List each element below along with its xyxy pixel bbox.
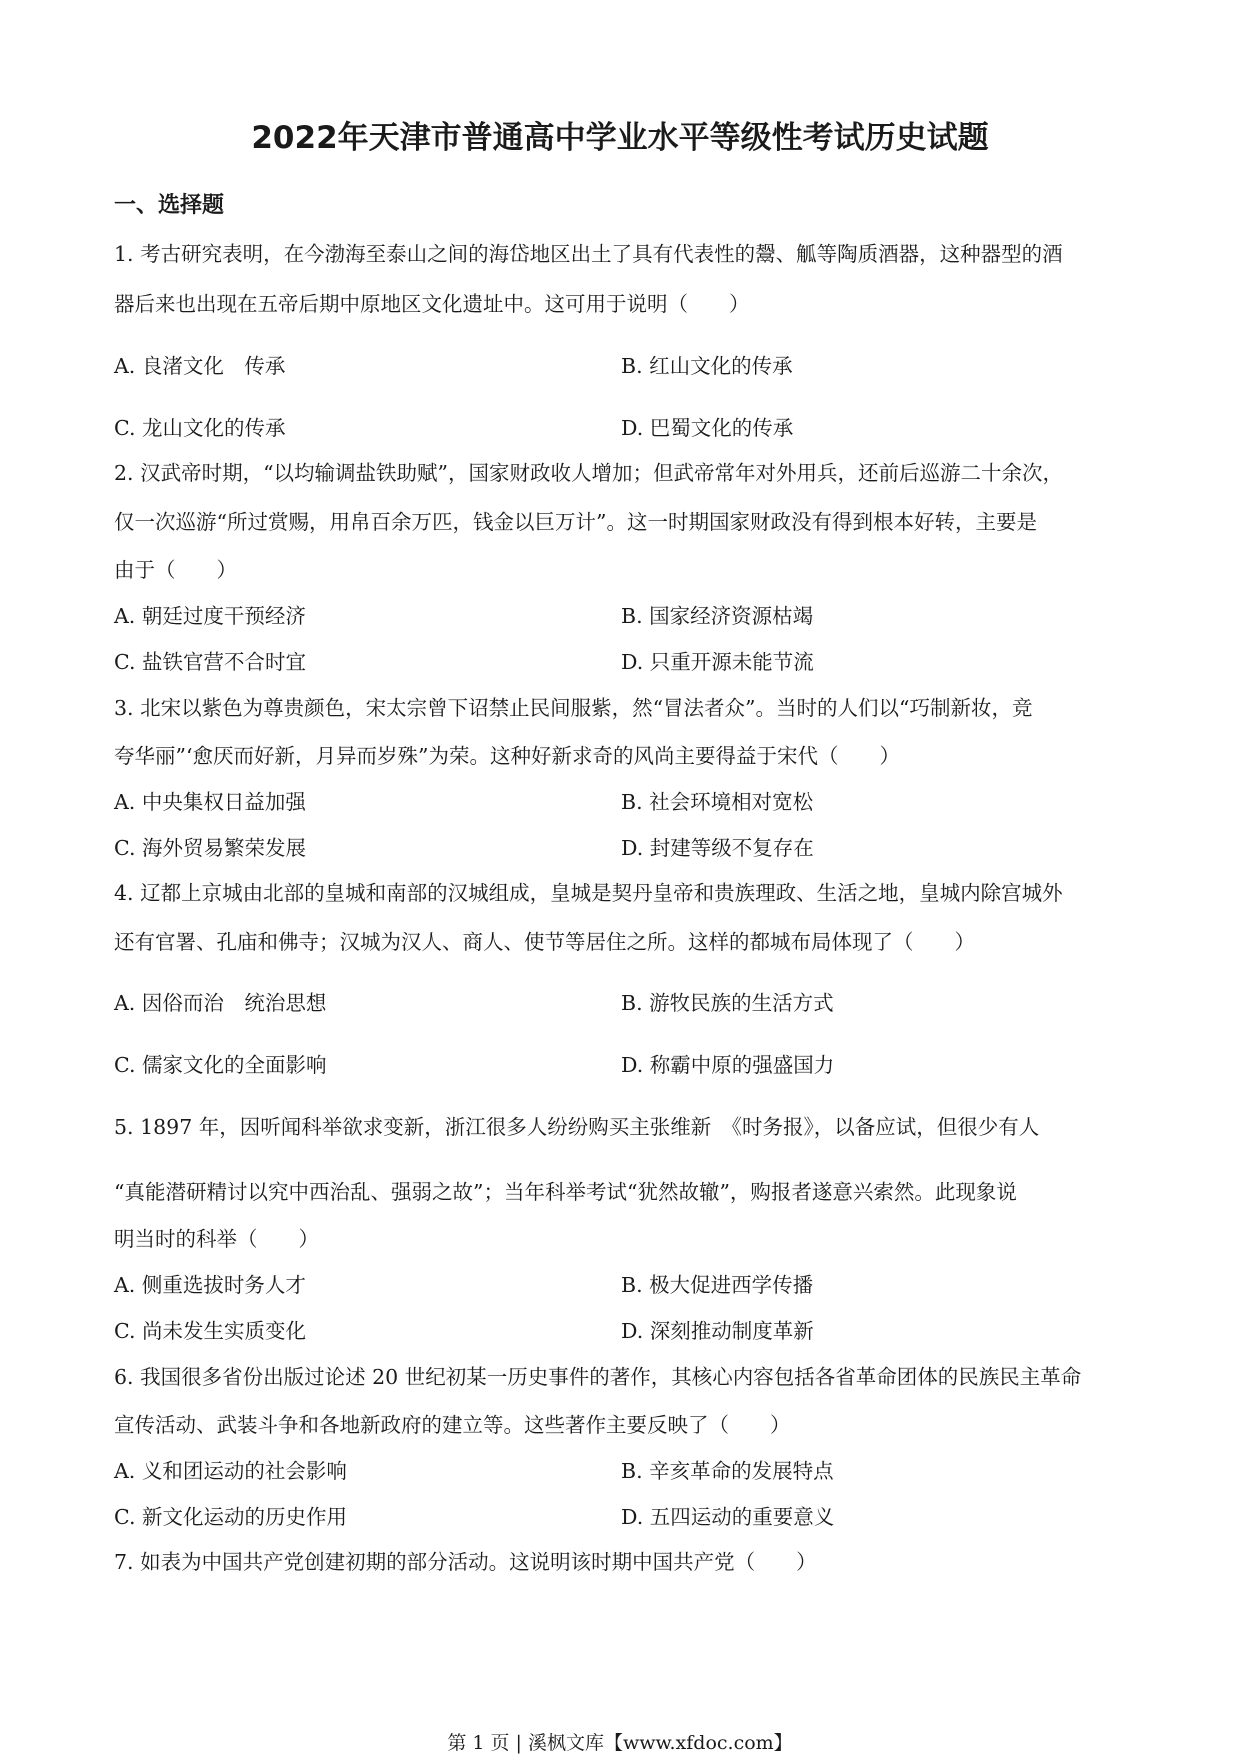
section-heading: 一、选择题 xyxy=(114,193,225,218)
page-title: 2022年天津市普通高中学业水平等级性考试历史试题 xyxy=(251,120,989,156)
question-2-option-b: B. 国家经济资源枯竭 xyxy=(621,604,814,628)
question-3-line-2: 夸华丽”‘愈厌而好新，月异而岁殊”为荣。这种好新求奇的风尚主要得益于宋代（ ） xyxy=(114,744,900,768)
question-4-line-1: 4. 辽都上京城由北部的皇城和南部的汉城组成，皇城是契丹皇帝和贵族理政、生活之地，皇城内除宫城外 xyxy=(114,881,1063,905)
question-6-option-c: C. 新文化运动的历史作用 xyxy=(114,1505,347,1529)
question-1-option-c: C. 龙山文化的传承 xyxy=(114,416,286,440)
question-4-option-d: D. 称霸中原的强盛国力 xyxy=(621,1053,835,1077)
question-5-line-3: 明当时的科举（ ） xyxy=(114,1227,319,1251)
question-2-option-a: A. 朝廷过度干预经济 xyxy=(114,604,306,628)
question-2-line-3: 由于（ ） xyxy=(114,558,237,582)
question-1-line-2: 器后来也出现在五帝后期中原地区文化遗址中。这可用于说明（ ） xyxy=(114,292,750,316)
question-3-option-c: C. 海外贸易繁荣发展 xyxy=(114,836,306,860)
question-2-option-d: D. 只重开源未能节流 xyxy=(621,650,814,674)
question-4-option-b: B. 游牧民族的生活方式 xyxy=(621,991,834,1015)
question-3-option-a: A. 中央集权日益加强 xyxy=(114,790,306,814)
question-1-option-b: B. 红山文化的传承 xyxy=(621,354,793,378)
question-4-option-a: A. 因俗而治 统治思想 xyxy=(114,991,327,1015)
page-footer: 第 1 页 | 溪枫文库【www.xfdoc.com】 xyxy=(447,1732,793,1754)
question-5-option-a: A. 侧重选拔时务人才 xyxy=(114,1273,306,1297)
question-5-line-2: “真能潜研精讨以究中西治乱、强弱之故”；当年科举考试“犹然故辙”，购报者遂意兴索然。此现象说 xyxy=(114,1180,1017,1204)
question-3-option-d: D. 封建等级不复存在 xyxy=(621,836,814,860)
question-6-option-d: D. 五四运动的重要意义 xyxy=(621,1505,835,1529)
question-6-line-1: 6. 我国很多省份出版过论述 20 世纪初某一历史事件的著作，其核心内容包括各省革命团体的民族民主革命 xyxy=(114,1365,1082,1389)
question-1-option-a: A. 良渚文化 传承 xyxy=(114,354,286,378)
question-5-option-d: D. 深刻推动制度革新 xyxy=(621,1319,814,1343)
question-5-line-1: 5. 1897 年，因听闻科举欲求变新，浙江很多人纷纷购买主张维新 《时务报》，以备应试，但很少有人 xyxy=(114,1115,1040,1139)
question-3-option-b: B. 社会环境相对宽松 xyxy=(621,790,814,814)
question-2-option-c: C. 盐铁官营不合时宜 xyxy=(114,650,306,674)
question-6-option-b: B. 辛亥革命的发展特点 xyxy=(621,1459,834,1483)
question-2-line-1: 2. 汉武帝时期，“以均输调盐铁助赋”，国家财政收人增加；但武帝常年对外用兵，还前后巡游二十余次， xyxy=(114,461,1064,485)
question-6-line-2: 宣传活动、武装斗争和各地新政府的建立等。这些著作主要反映了（ ） xyxy=(114,1413,791,1437)
question-4-line-2: 还有官署、孔庙和佛寺；汉城为汉人、商人、使节等居住之所。这样的都城布局体现了（ ） xyxy=(114,930,975,954)
question-4-option-c: C. 儒家文化的全面影响 xyxy=(114,1053,327,1077)
question-2-line-2: 仅一次巡游“所过赏赐，用帛百余万匹，钱金以巨万计”。这一时期国家财政没有得到根本好转，主要是 xyxy=(114,510,1037,534)
question-5-option-c: C. 尚未发生实质变化 xyxy=(114,1319,306,1343)
question-7-line-1: 7. 如表为中国共产党创建初期的部分活动。这说明该时期中国共产党（ ） xyxy=(114,1550,817,1574)
question-3-line-1: 3. 北宋以紫色为尊贵颜色，宋太宗曾下诏禁止民间服紫，然“冒法者众”。当时的人们以“巧制新妆，竞 xyxy=(114,696,1033,720)
question-6-option-a: A. 义和团运动的社会影响 xyxy=(114,1459,347,1483)
question-1-line-1: 1. 考古研究表明，在今渤海至泰山之间的海岱地区出土了具有代表性的鬶、觚等陶质酒器，这种器型的酒 xyxy=(114,242,1063,266)
question-1-option-d: D. 巴蜀文化的传承 xyxy=(621,416,794,440)
question-5-option-b: B. 极大促进西学传播 xyxy=(621,1273,814,1297)
